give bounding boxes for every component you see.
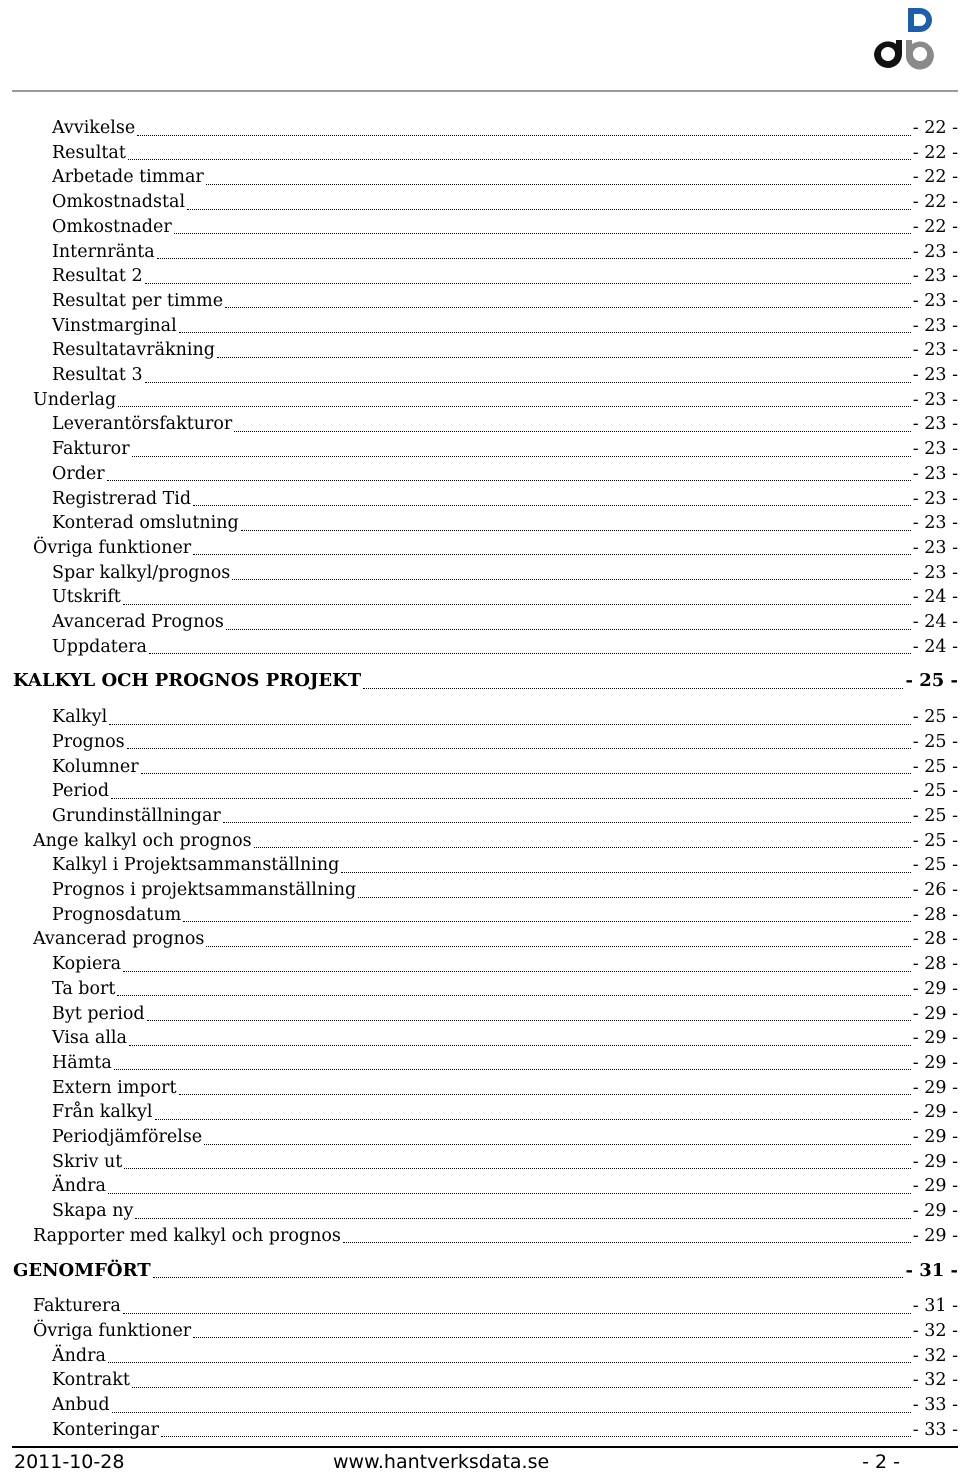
toc-entry-label: Kontrakt — [52, 1370, 130, 1391]
toc-leader-dots — [128, 159, 911, 160]
toc-entry[interactable] — [52, 1100, 958, 1124]
toc-leader-dots — [179, 1094, 911, 1095]
toc-leader-dots — [112, 1412, 911, 1413]
toc-leader-dots — [204, 1144, 911, 1145]
toc-leader-dots — [123, 1313, 911, 1314]
toc-leader-dots — [127, 748, 911, 749]
toc-entry-page: - 29 - — [912, 1052, 958, 1073]
toc-entry[interactable] — [52, 141, 958, 165]
toc-entry[interactable] — [52, 804, 958, 828]
toc-entry-label: Ange kalkyl och prognos — [33, 830, 252, 851]
toc-entry-label: Kalkyl — [52, 707, 108, 728]
toc-leader-dots — [124, 1168, 910, 1169]
toc-entry[interactable] — [52, 853, 958, 877]
toc-entry-label: Kolumner — [52, 756, 139, 777]
toc-leader-dots — [358, 897, 911, 898]
footer-url: www.hantverksdata.se — [333, 1451, 550, 1473]
toc-entry-page: - 32 - — [912, 1320, 958, 1341]
toc-leader-dots — [187, 209, 911, 210]
toc-entry-page: - 29 - — [912, 1151, 958, 1172]
toc-entry-page: - 31 - — [905, 1259, 958, 1281]
toc-entry-page: - 22 - — [912, 167, 958, 188]
toc-entry-page: - 25 - — [912, 707, 958, 728]
toc-entry[interactable] — [52, 779, 958, 803]
toc-entry[interactable] — [13, 1259, 958, 1283]
toc-entry-label: Prognos i projektsammanställning — [52, 880, 357, 900]
toc-entry-page: - 25 - — [912, 756, 958, 777]
toc-entry[interactable] — [52, 462, 958, 486]
toc-entry[interactable] — [52, 1368, 958, 1392]
toc-entry-label: GENOMFÖRT — [13, 1259, 151, 1281]
toc-entry-page: - 22 - — [912, 216, 958, 237]
toc-entry-page: - 23 - — [912, 488, 958, 509]
toc-entry[interactable] — [33, 1224, 958, 1248]
toc-entry[interactable] — [52, 755, 958, 779]
toc-entry-label: Skriv ut — [52, 1151, 123, 1172]
toc-entry-page: - 23 - — [912, 389, 958, 410]
toc-entry-label: Underlag — [33, 389, 117, 410]
toc-entry[interactable] — [52, 1051, 958, 1075]
toc-entry-label: Hämta — [52, 1052, 112, 1073]
toc-leader-dots — [193, 554, 911, 555]
toc-entry-label: Extern import — [52, 1077, 177, 1098]
toc-entry-page: - 23 - — [912, 266, 958, 287]
toc-entry[interactable] — [33, 536, 958, 560]
toc-entry[interactable] — [33, 388, 958, 412]
toc-leader-dots — [341, 872, 910, 873]
toc-entry-page: - 32 - — [912, 1345, 958, 1366]
toc-leader-dots — [157, 258, 911, 259]
toc-entry-page: - 22 - — [912, 142, 958, 163]
toc-leader-dots — [123, 604, 911, 605]
toc-entry[interactable] — [52, 977, 958, 1001]
toc-entry-page: - 29 - — [912, 1127, 958, 1147]
toc-entry[interactable] — [52, 730, 958, 754]
toc-leader-dots — [145, 382, 911, 383]
toc-leader-dots — [145, 283, 911, 284]
toc-entry-label: Resultat — [52, 142, 126, 163]
toc-leader-dots — [223, 822, 911, 823]
toc-entry[interactable] — [33, 927, 958, 951]
toc-entry-label: Visa alla — [52, 1028, 127, 1049]
toc-entry-page: - 33 - — [912, 1395, 958, 1415]
toc-leader-dots — [193, 505, 911, 506]
toc-entry-page: - 23 - — [912, 340, 958, 361]
toc-entry[interactable] — [52, 610, 958, 634]
toc-entry-label: Konteringar — [52, 1419, 160, 1440]
toc-entry-label: Vinstmarginal — [52, 315, 177, 336]
toc-entry[interactable] — [52, 1199, 958, 1223]
toc-entry-label: Omkostnader — [52, 216, 172, 237]
toc-entry[interactable] — [52, 116, 958, 140]
toc-leader-dots — [232, 579, 911, 580]
toc-entry-label: Period — [52, 781, 110, 802]
toc-entry-label: Resultat per timme — [52, 290, 224, 311]
toc-leader-dots — [226, 629, 911, 630]
toc-entry-label: Kopiera — [52, 954, 122, 975]
toc-leader-dots — [147, 1020, 911, 1021]
toc-entry-label: Resultatavräkning — [52, 340, 215, 361]
toc-entry-page: - 29 - — [912, 1003, 958, 1024]
header-divider — [12, 90, 958, 92]
toc-entry-page: - 22 - — [912, 192, 958, 213]
toc-entry[interactable] — [52, 437, 958, 461]
toc-entry-label: Konterad omslutning — [52, 513, 239, 534]
toc-leader-dots — [155, 1119, 911, 1120]
toc-entry-label: Arbetade timmar — [52, 167, 204, 188]
toc-entry[interactable] — [33, 829, 958, 853]
toc-entry-label: Avancerad Prognos — [52, 612, 224, 632]
toc-entry-label: Övriga funktioner — [33, 537, 192, 558]
toc-entry-page: - 23 - — [912, 290, 958, 311]
toc-entry[interactable] — [52, 412, 958, 436]
toc-entry-page: - 23 - — [912, 463, 958, 484]
toc-entry-page: - 28 - — [912, 954, 958, 975]
toc-leader-dots — [225, 307, 911, 308]
toc-entry-label: Prognosdatum — [52, 904, 182, 925]
toc-entry[interactable] — [52, 1150, 958, 1174]
toc-entry[interactable] — [52, 314, 958, 338]
toc-leader-dots — [135, 1218, 910, 1219]
toc-entry[interactable] — [52, 1026, 958, 1050]
toc-entry[interactable] — [33, 1319, 958, 1343]
toc-entry-page: - 26 - — [912, 880, 958, 900]
toc-entry-label: KALKYL OCH PROGNOS PROJEKT — [13, 670, 362, 692]
toc-entry[interactable] — [52, 511, 958, 535]
toc-entry-label: Anbud — [52, 1395, 110, 1415]
toc-entry-page: - 23 - — [912, 315, 958, 336]
toc-leader-dots — [217, 357, 911, 358]
toc-entry-page: - 29 - — [912, 1201, 958, 1222]
toc-entry-page: - 29 - — [912, 1028, 958, 1049]
footer-page-number: - 2 - — [862, 1451, 900, 1473]
toc-entry-page: - 23 - — [912, 365, 958, 385]
toc-leader-dots — [206, 184, 911, 185]
toc-entry-page: - 29 - — [912, 1077, 958, 1098]
toc-entry-page: - 29 - — [912, 1102, 958, 1123]
toc-entry[interactable] — [52, 1002, 958, 1026]
toc-leader-dots — [108, 1193, 911, 1194]
toc-entry[interactable] — [52, 1125, 958, 1149]
toc-entry[interactable] — [52, 952, 958, 976]
toc-entry[interactable] — [52, 264, 958, 288]
toc-entry-page: - 24 - — [912, 636, 958, 657]
toc-entry-page: - 28 - — [912, 904, 958, 925]
toc-leader-dots — [363, 688, 903, 689]
toc-entry[interactable] — [52, 878, 958, 902]
toc-entry-page: - 23 - — [912, 537, 958, 558]
toc-leader-dots — [183, 921, 911, 922]
toc-entry-page: - 32 - — [912, 1370, 958, 1391]
toc-leader-dots — [179, 332, 911, 333]
toc-entry[interactable] — [52, 215, 958, 239]
toc-leader-dots — [161, 1436, 911, 1437]
toc-entry[interactable] — [52, 705, 958, 729]
toc-entry[interactable] — [52, 903, 958, 927]
toc-leader-dots — [132, 1387, 911, 1388]
toc-entry-label: Byt period — [52, 1003, 145, 1024]
toc-leader-dots — [111, 798, 911, 799]
toc-leader-dots — [193, 1337, 911, 1338]
toc-entry-label: Avvikelse — [52, 118, 136, 138]
toc-entry-label: Registrerad Tid — [52, 488, 192, 509]
toc-entry-label: Prognos — [52, 731, 125, 752]
toc-entry-label: Grundinställningar — [52, 805, 221, 826]
toc-entry-label: Order — [52, 463, 105, 484]
toc-leader-dots — [149, 653, 911, 654]
toc-leader-dots — [234, 431, 910, 432]
toc-entry-label: Leverantörsfakturor — [52, 414, 233, 435]
toc-entry[interactable] — [52, 338, 958, 362]
toc-entry-label: Resultat 2 — [52, 266, 143, 287]
toc-leader-dots — [343, 1242, 911, 1243]
toc-entry[interactable] — [52, 585, 958, 609]
toc-entry-label: Uppdatera — [52, 636, 147, 657]
toc-entry[interactable] — [13, 669, 958, 693]
toc-entry-page: - 29 - — [912, 978, 958, 999]
toc-entry[interactable] — [52, 363, 958, 387]
toc-entry[interactable] — [52, 190, 958, 214]
toc-entry-label: Fakturor — [52, 439, 130, 460]
toc-entry-label: Från kalkyl — [52, 1102, 153, 1123]
toc-entry-page: - 25 - — [912, 781, 958, 802]
toc-entry[interactable] — [33, 1294, 958, 1318]
toc-entry-page: - 25 - — [912, 731, 958, 752]
toc-entry-label: Skapa ny — [52, 1201, 134, 1222]
toc-entry-label: Ändra — [52, 1345, 106, 1366]
toc-entry-label: Periodjämförelse — [52, 1127, 203, 1147]
toc-entry-page: - 23 - — [912, 562, 958, 583]
toc-entry-label: Avancerad prognos — [33, 929, 205, 950]
toc-entry-label: Utskrift — [52, 587, 121, 608]
hantverksdata-logo-icon — [868, 4, 936, 72]
toc-entry-page: - 23 - — [912, 241, 958, 262]
toc-entry[interactable] — [52, 487, 958, 511]
toc-entry[interactable] — [52, 1344, 958, 1368]
toc-entry-label: Rapporter med kalkyl och prognos — [33, 1225, 341, 1246]
toc-leader-dots — [118, 406, 911, 407]
footer-divider — [12, 1446, 958, 1448]
toc-entry[interactable] — [52, 635, 958, 659]
toc-leader-dots — [109, 724, 911, 725]
toc-leader-dots — [254, 847, 911, 848]
toc-entry-label: Ta bort — [52, 978, 116, 999]
toc-leader-dots — [107, 480, 911, 481]
toc-entry-page: - 22 - — [912, 118, 958, 138]
toc-entry-label: Kalkyl i Projektsammanställning — [52, 855, 340, 876]
toc-leader-dots — [137, 135, 911, 136]
toc-entry[interactable] — [52, 1393, 958, 1417]
toc-entry-page: - 33 - — [912, 1419, 958, 1440]
toc-entry-label: Internränta — [52, 241, 155, 262]
toc-leader-dots — [129, 1045, 911, 1046]
toc-leader-dots — [117, 995, 910, 996]
toc-entry-page: - 23 - — [912, 513, 958, 534]
toc-entry-page: - 24 - — [912, 612, 958, 632]
toc-entry-label: Resultat 3 — [52, 365, 143, 385]
toc-leader-dots — [241, 530, 911, 531]
toc-entry-page: - 28 - — [912, 929, 958, 950]
toc-entry[interactable] — [52, 165, 958, 189]
toc-entry[interactable] — [52, 240, 958, 264]
toc-leader-dots — [123, 971, 911, 972]
toc-entry-page: - 29 - — [912, 1176, 958, 1197]
toc-entry[interactable] — [52, 289, 958, 313]
toc-leader-dots — [141, 773, 911, 774]
toc-leader-dots — [114, 1069, 911, 1070]
toc-entry-page: - 24 - — [912, 587, 958, 608]
toc-leader-dots — [108, 1362, 911, 1363]
toc-entry-page: - 25 - — [912, 805, 958, 826]
toc-entry-page: - 25 - — [905, 670, 958, 692]
toc-entry-label: Ändra — [52, 1176, 106, 1197]
toc-entry-page: - 25 - — [912, 830, 958, 851]
toc-entry-label: Fakturera — [33, 1296, 121, 1317]
toc-leader-dots — [153, 1277, 904, 1278]
toc-entry-label: Spar kalkyl/prognos — [52, 562, 231, 583]
toc-entry[interactable] — [52, 561, 958, 585]
toc-entry-label: Övriga funktioner — [33, 1320, 192, 1341]
toc-entry-page: - 23 - — [912, 439, 958, 460]
toc-entry[interactable] — [52, 1174, 958, 1198]
toc-leader-dots — [206, 946, 910, 947]
toc-leader-dots — [132, 456, 911, 457]
toc-entry[interactable] — [52, 1418, 958, 1442]
toc-entry-page: - 31 - — [912, 1296, 958, 1317]
footer-date: 2011-10-28 — [14, 1451, 125, 1473]
toc-entry-page: - 25 - — [912, 855, 958, 876]
toc-entry-page: - 23 - — [912, 414, 958, 435]
toc-entry-label: Omkostnadstal — [52, 192, 186, 213]
toc-entry-page: - 29 - — [912, 1225, 958, 1246]
toc-leader-dots — [174, 233, 911, 234]
toc-entry[interactable] — [52, 1076, 958, 1100]
